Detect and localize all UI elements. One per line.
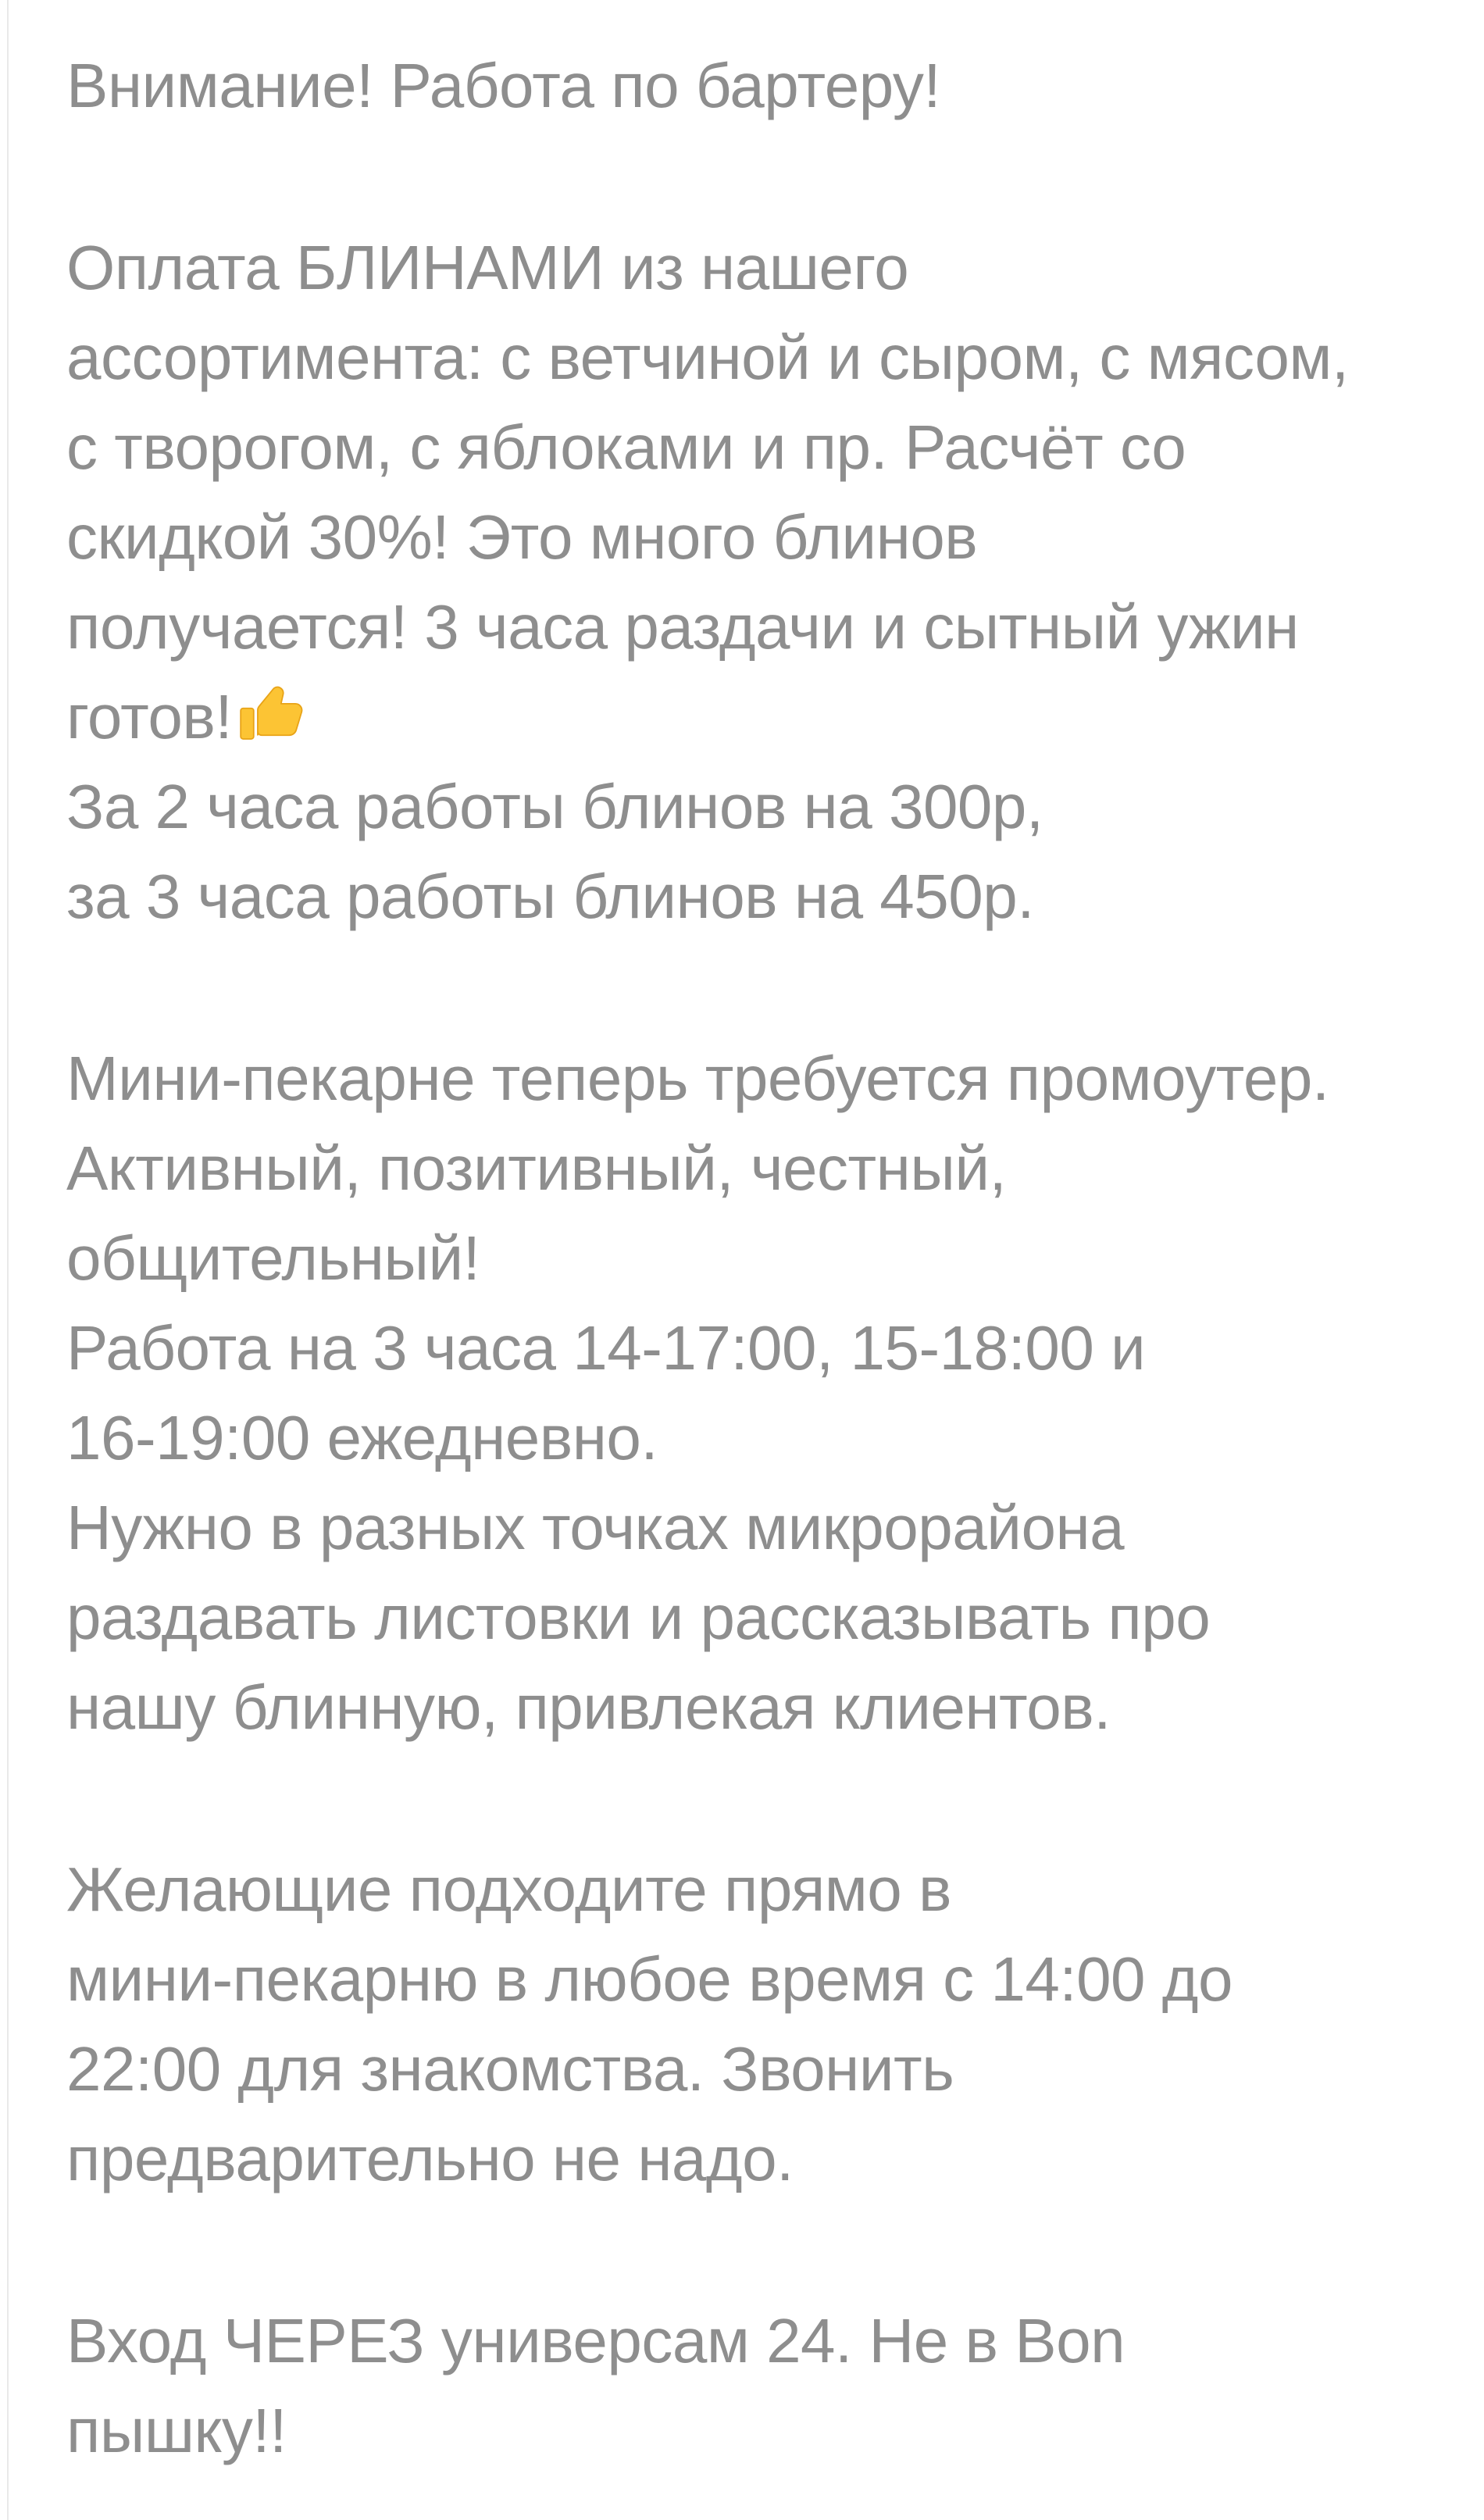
text-line: Желающие подходите прямо в — [66, 1854, 951, 1924]
text-line: Внимание! Работа по бартеру! — [66, 51, 941, 120]
text-line-text: готов! — [66, 682, 233, 751]
paragraph — [66, 1033, 1429, 1752]
paragraph — [66, 41, 1429, 130]
text-line: 22:00 для знакомства. Звонить — [66, 2034, 954, 2104]
paragraph — [66, 1844, 1429, 2204]
text-line: Вход ЧЕРЕЗ универсам 24. Не в Bon — [66, 2306, 1125, 2375]
left-divider-line — [7, 0, 9, 2520]
text-line: мини-пекарню в любое время с 14:00 до — [66, 1944, 1233, 2014]
text-line: За 2 часа работы блинов на 300р, — [66, 772, 1043, 841]
text-line: 16-19:00 ежедневно. — [66, 1403, 658, 1472]
text-line: нашу блинную, привлекая клиентов. — [66, 1672, 1111, 1742]
text-line: ассортимента: с ветчиной и сыром, с мясом, — [66, 323, 1349, 392]
paragraph — [66, 2296, 1429, 2475]
text-line: предварительно не надо. — [66, 2124, 794, 2193]
text-line: за 3 часа работы блинов на 450р. — [66, 862, 1034, 931]
text-line: Активный, позитивный, честный, — [66, 1133, 1007, 1203]
text-line: с творогом, с яблоками и пр. Расчёт со — [66, 412, 1186, 482]
text-line: Оплата БЛИНАМИ из нашего — [66, 233, 909, 302]
text-line: общительный! — [66, 1223, 480, 1293]
text-line: Нужно в разных точках микрорайона — [66, 1493, 1125, 1562]
text-line: получается! 3 часа раздачи и сытный ужин — [66, 592, 1299, 662]
text-line: скидкой 30%! Это много блинов — [66, 502, 978, 572]
paragraph — [66, 223, 1429, 941]
thumbs-up-emoji — [238, 676, 312, 751]
text-line: Работа на 3 часа 14-17:00, 15-18:00 и — [66, 1313, 1146, 1383]
text-line: пышку!! — [66, 2396, 287, 2465]
text-line — [66, 672, 1429, 762]
text-line: раздавать листовки и рассказывать про — [66, 1583, 1211, 1652]
text-line: Мини-пекарне теперь требуется промоутер. — [66, 1044, 1329, 1113]
